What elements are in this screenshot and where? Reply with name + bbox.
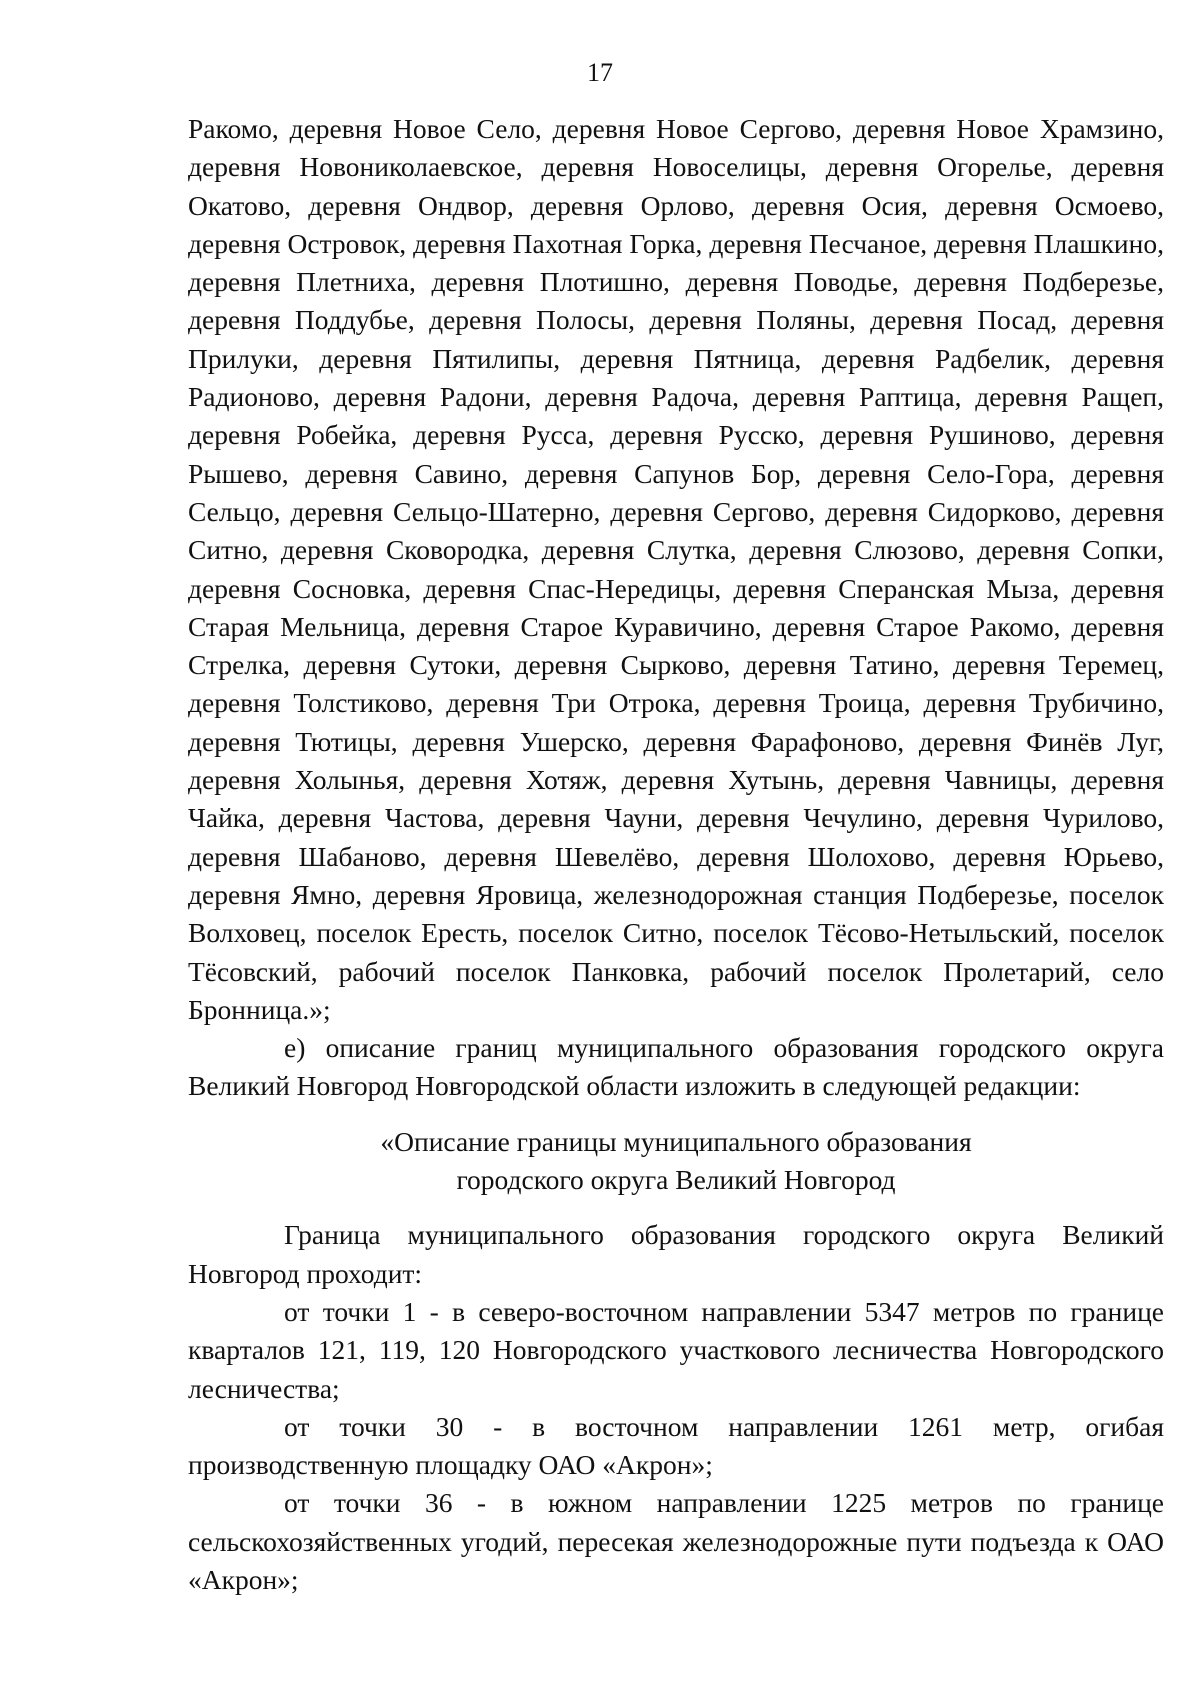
section-title-line-2: городского округа Великий Новгород (456, 1164, 896, 1196)
villages-paragraph: Ракомо, деревня Новое Село, деревня Новое Сергово, деревня Новое Храмзино, деревня Новониколаевское, деревня Новоселицы, деревня Огорелье, деревня Окатово, деревня Ондвор, деревня Орлово, деревня Осия, деревня Осмоево, деревня Островок, деревня Пахотная Горка, деревня Песчаное, деревня Плашкино, деревня Плетниха, деревня Плотишно, деревня Поводье, деревня Подберезье, деревня Поддубье, деревня Полосы, деревня Поляны, деревня Посад, деревня Прилуки, деревня Пятилипы, деревня Пятница, деревня Радбелик, деревня Радионово, деревня Радони, деревня Радоча, деревня Раптица, деревня Ращеп, деревня Робейка, деревня Русса, деревня Русско, деревня Рушиново, деревня Рышево, деревня Савино, деревня Сапунов Бор, деревня Село-Гора, деревня Сельцо, деревня Сельцо-Шатерно, деревня Сергово, деревня Сидорково, деревня Ситно, деревня Сковородка, деревня Слутка, деревня Слюзово, деревня Сопки, деревня Сосновка, деревня Спас-Нередицы, деревня Сперанская Мыза, деревня Старая Мельница, деревня Старое Куравичино, деревня Старое Ракомо, деревня Стрелка, деревня Сутоки, деревня Сырково, деревня Татино, деревня Теремец, деревня Толстиково, деревня Три Отрока, деревня Троица, деревня Трубичино, деревня Тютицы, деревня Ушерско, деревня Фарафоново, деревня Финёв Луг, деревня Холынья, деревня Хотяж, деревня Хутынь, деревня Чавницы, деревня Чайка, деревня Частова, деревня Чауни, деревня Чечулино, деревня Чурилово, деревня Шабаново, деревня Шевелёво, деревня Шолохово, деревня Юрьево, деревня Ямно, деревня Яровица, железнодорожная станция Подберезье, поселок Волховец, поселок Ересть, поселок Ситно, поселок Тёсово-Нетыльский, поселок Тёсовский, рабочий поселок Панковка, рабочий поселок Пролетарий, село Бронница.»; (188, 113, 1164, 1025)
section-title (188, 1123, 1164, 1200)
section-title-line-1: «Описание границы муниципального образования (380, 1125, 972, 1157)
document-body (188, 110, 1164, 1599)
item-e-paragraph: е) описание границ муниципального образования городского округа Великий Новгород Новгородской области изложить в следующей редакции: (188, 1032, 1164, 1102)
point-36-paragraph: от точки 36 - в южном направлении 1225 метров по границе сельскохозяйственных угодий, пересекая железнодорожные пути подъезда к ОАО «Акрон»; (188, 1487, 1164, 1595)
point-30-paragraph: от точки 30 - в восточном направлении 1261 метр, огибая производственную площадку ОАО «Акрон»; (188, 1410, 1164, 1481)
intro-paragraph: Граница муниципального образования городского округа Великий Новгород проходит: (188, 1219, 1164, 1289)
point-1-paragraph: от точки 1 - в северо-восточном направлении 5347 метров по границе кварталов 121, 119, 120 Новгородского участкового лесничества Новгородского лесничества; (188, 1295, 1164, 1404)
page-number: 17 (587, 58, 613, 87)
